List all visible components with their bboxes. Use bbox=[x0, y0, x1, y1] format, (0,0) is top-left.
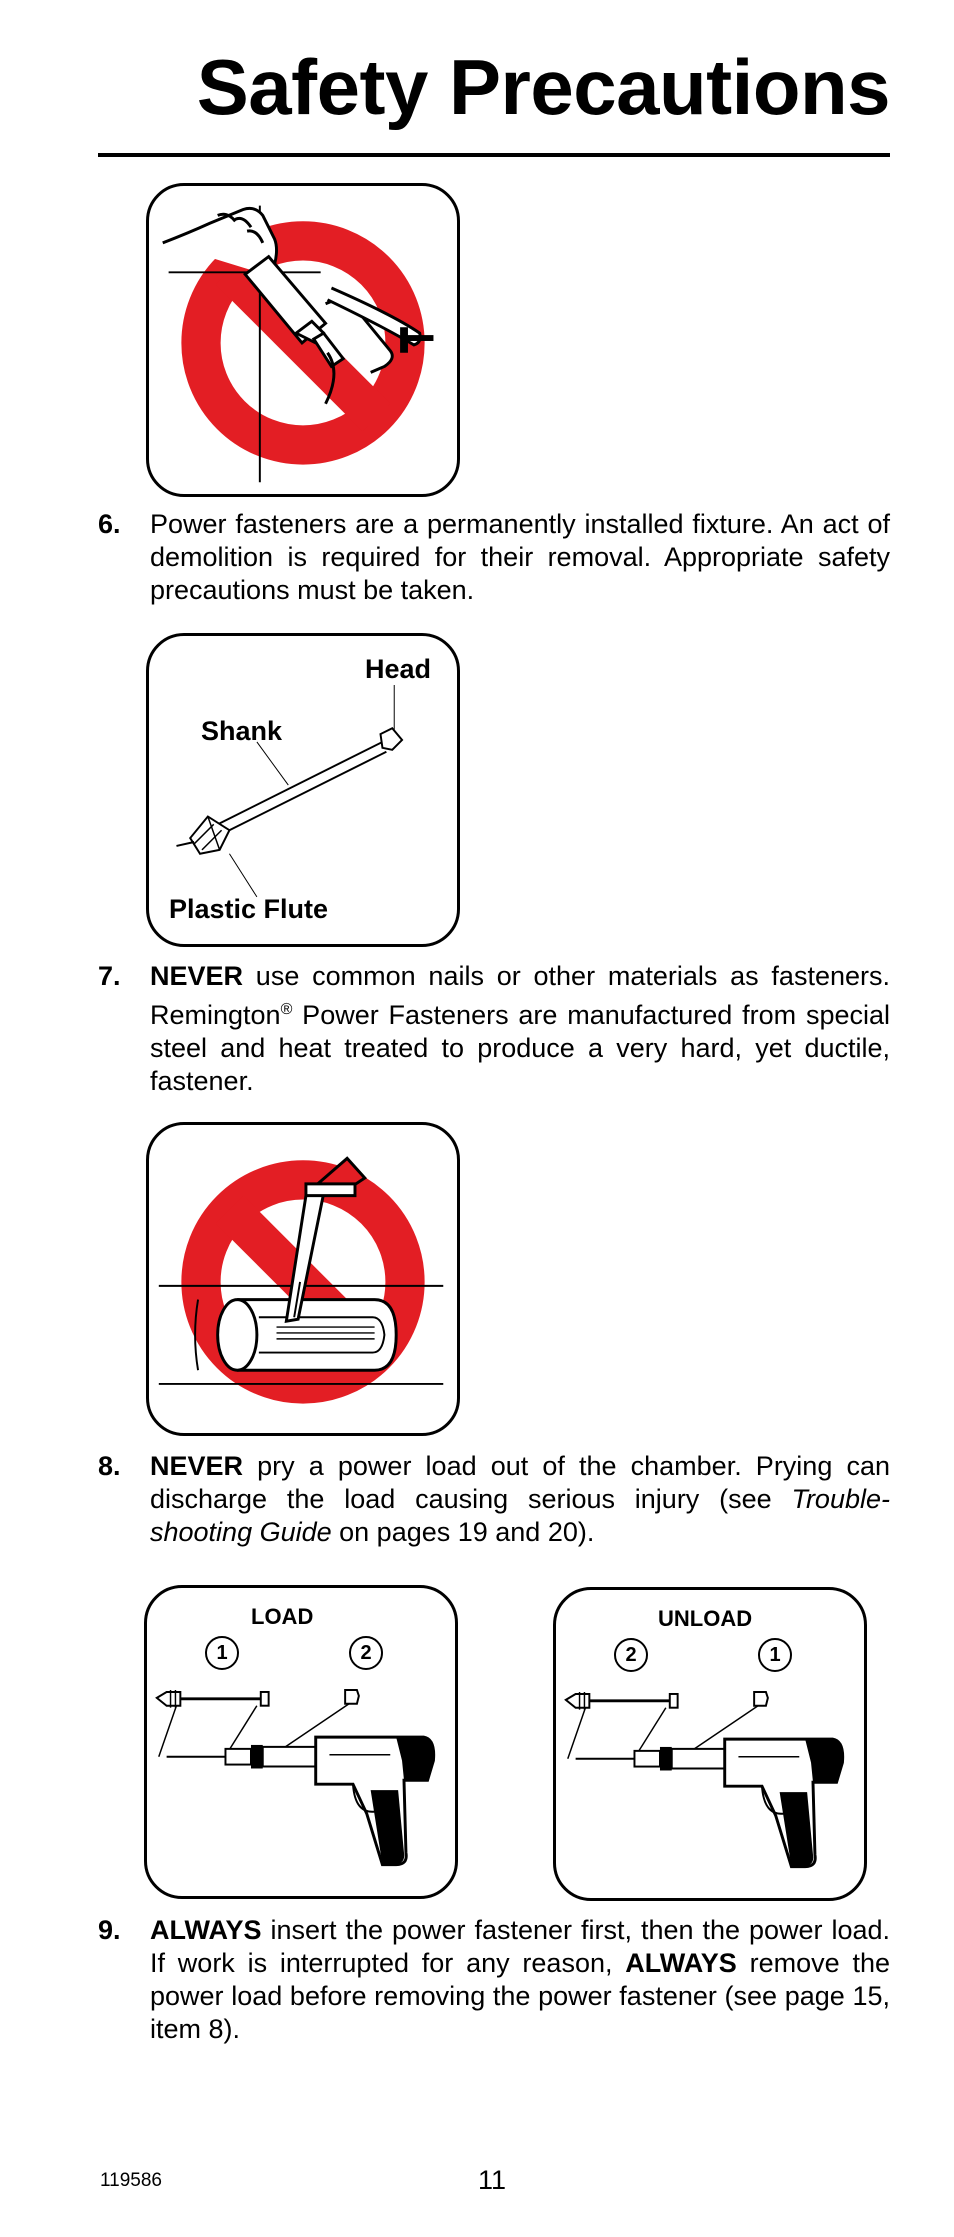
registered-mark: ® bbox=[280, 1001, 293, 1018]
item-7 bbox=[98, 960, 890, 1098]
item-number: 7. bbox=[98, 961, 121, 991]
title-rule bbox=[98, 153, 890, 157]
load-tool-illustration bbox=[147, 1588, 455, 1896]
item-text: ALWAYS insert the power fastener first, then the power load. If work is interrupted for any reason, ALWAYS remove the power load before removing the power fastener (see page 15, item 8). bbox=[150, 1915, 890, 2044]
step-circle: 1 bbox=[205, 1636, 239, 1670]
load-label: LOAD bbox=[251, 1604, 314, 1629]
emphasis-always: ALWAYS bbox=[150, 1915, 262, 1945]
step-circle: 2 bbox=[614, 1638, 648, 1672]
fastener-diagram bbox=[146, 633, 460, 947]
document-number: 119586 bbox=[100, 2170, 162, 2191]
step-circle: 1 bbox=[758, 1638, 792, 1672]
item-6 bbox=[98, 508, 890, 607]
load-sequence-figure bbox=[144, 1585, 458, 1899]
page-number: 11 bbox=[478, 2165, 507, 2195]
no-prying-illustration bbox=[149, 1125, 457, 1433]
item-number: 6. bbox=[98, 509, 121, 539]
unload-tool-illustration bbox=[556, 1590, 864, 1898]
unload-label: UNLOAD bbox=[658, 1606, 753, 1631]
unload-sequence-figure bbox=[553, 1587, 867, 1901]
step-circle: 2 bbox=[349, 1636, 383, 1670]
troubleshooting-guide-reference: Trouble-shooting Guide bbox=[150, 1484, 890, 1547]
item-text: NEVER pry a power load out of the chamber. Prying can discharge the load causing serious injury (see Trouble-shooting Guide on pages 19 and 20). bbox=[150, 1451, 890, 1547]
item-number: 9. bbox=[98, 1915, 121, 1945]
emphasis-never: NEVER bbox=[150, 1451, 244, 1481]
no-hammer-illustration bbox=[149, 186, 457, 494]
item-number: 8. bbox=[98, 1451, 121, 1481]
plastic-flute-label: Plastic Flute bbox=[169, 894, 329, 924]
shank-label: Shank bbox=[201, 716, 283, 746]
no-hammer-figure bbox=[146, 183, 460, 497]
item-8 bbox=[98, 1450, 890, 1549]
emphasis-never: NEVER bbox=[150, 961, 244, 991]
no-prying-figure bbox=[146, 1122, 460, 1436]
page-title: Safety Precautions bbox=[196, 43, 890, 131]
item-text: NEVER use common nails or other materials as fasteners. Remington® Power Fasteners are manufactured from special steel and heat treated to produce a very hard, yet ductile, fastener. bbox=[150, 961, 890, 1096]
item-text: Power fasteners are a permanently installed fixture. An act of demolition is required for their removal. Appropriate safety precautions must be taken. bbox=[150, 509, 890, 605]
emphasis-always: ALWAYS bbox=[625, 1948, 737, 1978]
head-label: Head bbox=[365, 654, 432, 684]
item-9 bbox=[98, 1914, 890, 2046]
